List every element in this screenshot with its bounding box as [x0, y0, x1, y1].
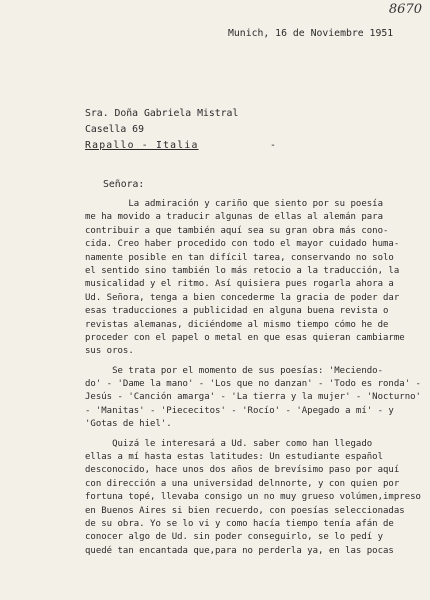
text-line: Quizá le interesará a Ud. saber como han llegado: [85, 438, 373, 449]
recipient-city: Rapallo - Italia: [85, 140, 199, 151]
text-line: Jesús - 'Canción amarga' - 'La tierra y la mujer' - 'Nocturno': [85, 392, 421, 403]
paragraph: [85, 365, 421, 432]
text-line: esas traducciones a publicidad en alguna buena revista o: [85, 306, 389, 317]
text-line: con dirección a una universidad delnnorte, y con quien por: [85, 478, 400, 489]
letter-body: [85, 198, 421, 558]
paragraph: [85, 198, 415, 359]
text-line: - 'Manitas' - 'Piececitos' - 'Rocío' - 'Apegado a mí' - y: [85, 405, 394, 416]
text-line: contribuir a que también aquí sea su gran obra más cono-: [85, 225, 389, 236]
text-line: desconocido, hace unos dos años de brevísimo paso por aquí: [85, 465, 400, 476]
text-line: fortuna topé, llevaba consigo un no muy grueso volúmen,impreso: [85, 492, 421, 503]
text-line: musicalidad y el ritmo. Así quisiera pues rogarla ahora a: [85, 279, 394, 290]
text-line: conocer algo de Ud. sin poder conseguirlo, se lo pedí y: [85, 532, 384, 543]
text-line: Se trata por el momento de sus poesías: 'Meciendo-: [85, 365, 384, 376]
text-line: me ha movido a traducir algunas de ellas al alemán para: [85, 212, 384, 223]
paragraph: [85, 438, 421, 559]
text-line: en Buenos Aires si bien recuerdo, con poesías seleccionadas: [85, 505, 405, 516]
text-line: namente posible en tan difícil tarea, conservando no solo: [85, 252, 394, 263]
address-dash: -: [270, 140, 276, 151]
text-line: ellas a mí hasta estas latitudes: Un estudiante español: [85, 452, 384, 463]
text-line: 'Gotas de hiel'.: [85, 419, 172, 430]
archive-number: 8670: [388, 2, 422, 17]
text-line: sus oros.: [85, 346, 134, 357]
text-line: de su obra. Yo se lo vi y como hacía tiempo tenía afán de: [85, 518, 394, 529]
text-line: proceder con el papel o metal en que esas quieran cambiarme: [85, 332, 405, 343]
text-line: el sentido sino también lo más retocio a la traducción, la: [85, 265, 400, 276]
text-line: Ud. Señora, tenga a bien concederme la gracia de poder dar: [85, 292, 400, 303]
recipient-name: Sra. Doña Gabriela Mistral: [85, 108, 239, 119]
recipient-street: Casella 69: [85, 124, 144, 135]
text-line: do' - 'Dame la mano' - 'Los que no danzan' - 'Todo es ronda' -: [85, 379, 421, 390]
text-line: revistas alemanas, diciéndome al mismo tiempo cómo he de: [85, 319, 389, 330]
letter-date: Munich, 16 de Noviembre 1951: [228, 28, 394, 39]
text-line: quedé tan encantada que,para no perderla ya, en las pocas: [85, 545, 394, 556]
text-line: La admiración y cariño que siento por su poesía: [85, 199, 384, 209]
salutation: Señora:: [103, 179, 145, 190]
text-line: cida. Creo haber procedido con todo el mayor cuidado huma-: [85, 239, 400, 250]
